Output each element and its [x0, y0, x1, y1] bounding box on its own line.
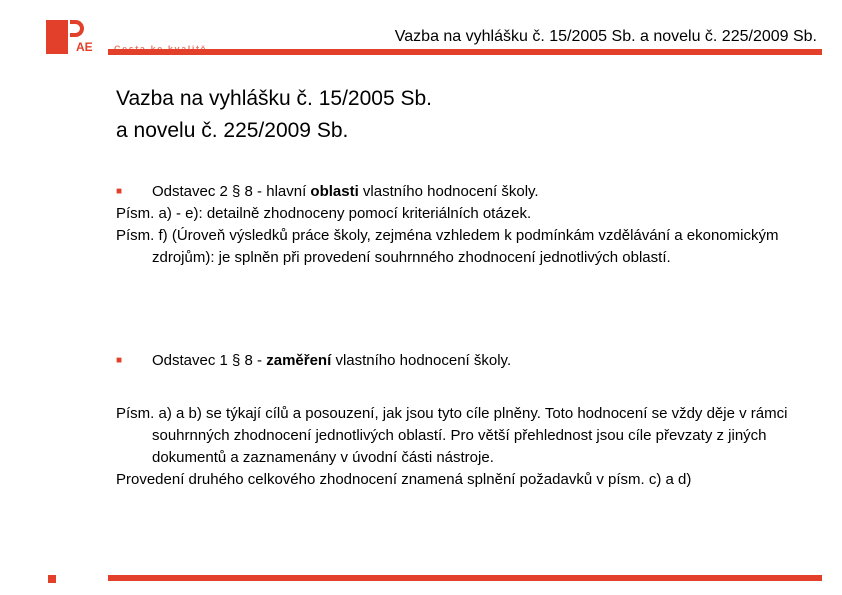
square-bullet-icon: ■: [116, 186, 123, 197]
bullet-item-1: [116, 181, 822, 203]
paragraph-2: Písm. f) (Úroveň výsledků práce školy, zejména vzhledem k podmínkám vzdělávání a ekonomickým zdrojům): je splněn při provedení souhrnného zhodnocení jednotlivých oblastí.: [116, 227, 779, 266]
paragraph-3: Písm. a) a b) se týkají cílů a posouzení, jak jsou tyto cíle plněny. Toto hodnocení se vždy děje v rámci souhrnných zhodnocení jednotlivých oblastí. Pro větší přehlednost jsou cíle převzaty z jiných dokumentů a zaznamenány v úvodní části nástroje.: [116, 405, 788, 466]
content-block-3: [116, 403, 822, 491]
square-bullet-icon: ■: [116, 355, 123, 366]
bullet-2-emphasis: zaměření: [266, 352, 332, 369]
bullet-2-suffix: vlastního hodnocení školy.: [331, 352, 512, 369]
slide-title: [116, 83, 432, 147]
content-block-2: [116, 350, 822, 372]
logo-block: [46, 20, 68, 54]
logo-p-shape: [70, 20, 84, 37]
header-title: Vazba na vyhlášku č. 15/2005 Sb. a novelu č. 225/2009 Sb.: [394, 28, 817, 45]
content-block-1: [116, 181, 822, 269]
logo-letters: AE: [76, 40, 93, 54]
paragraph-4: Provedení druhého celkového zhodnocení znamená splnění požadavků v písm. c) a d): [116, 471, 692, 488]
bullet-2-text: Odstavec 1 § 8 -: [152, 352, 267, 369]
bullet-1-emphasis: oblasti: [310, 183, 359, 200]
footer-square: [48, 575, 56, 583]
slide-title-line2: a novelu č. 225/2009 Sb.: [116, 119, 349, 142]
footer-rule: [108, 575, 822, 581]
header-rule: [108, 49, 822, 55]
bullet-1-suffix: vlastního hodnocení školy.: [358, 183, 539, 200]
bullet-item-2: [116, 350, 822, 372]
bullet-1-text: Odstavec 2 § 8 - hlavní: [152, 183, 311, 200]
paragraph-1: Písm. a) - e): detailně zhodnoceny pomocí kriteriálních otázek.: [116, 205, 532, 222]
slide-title-line1: Vazba na vyhlášku č. 15/2005 Sb.: [116, 87, 432, 110]
